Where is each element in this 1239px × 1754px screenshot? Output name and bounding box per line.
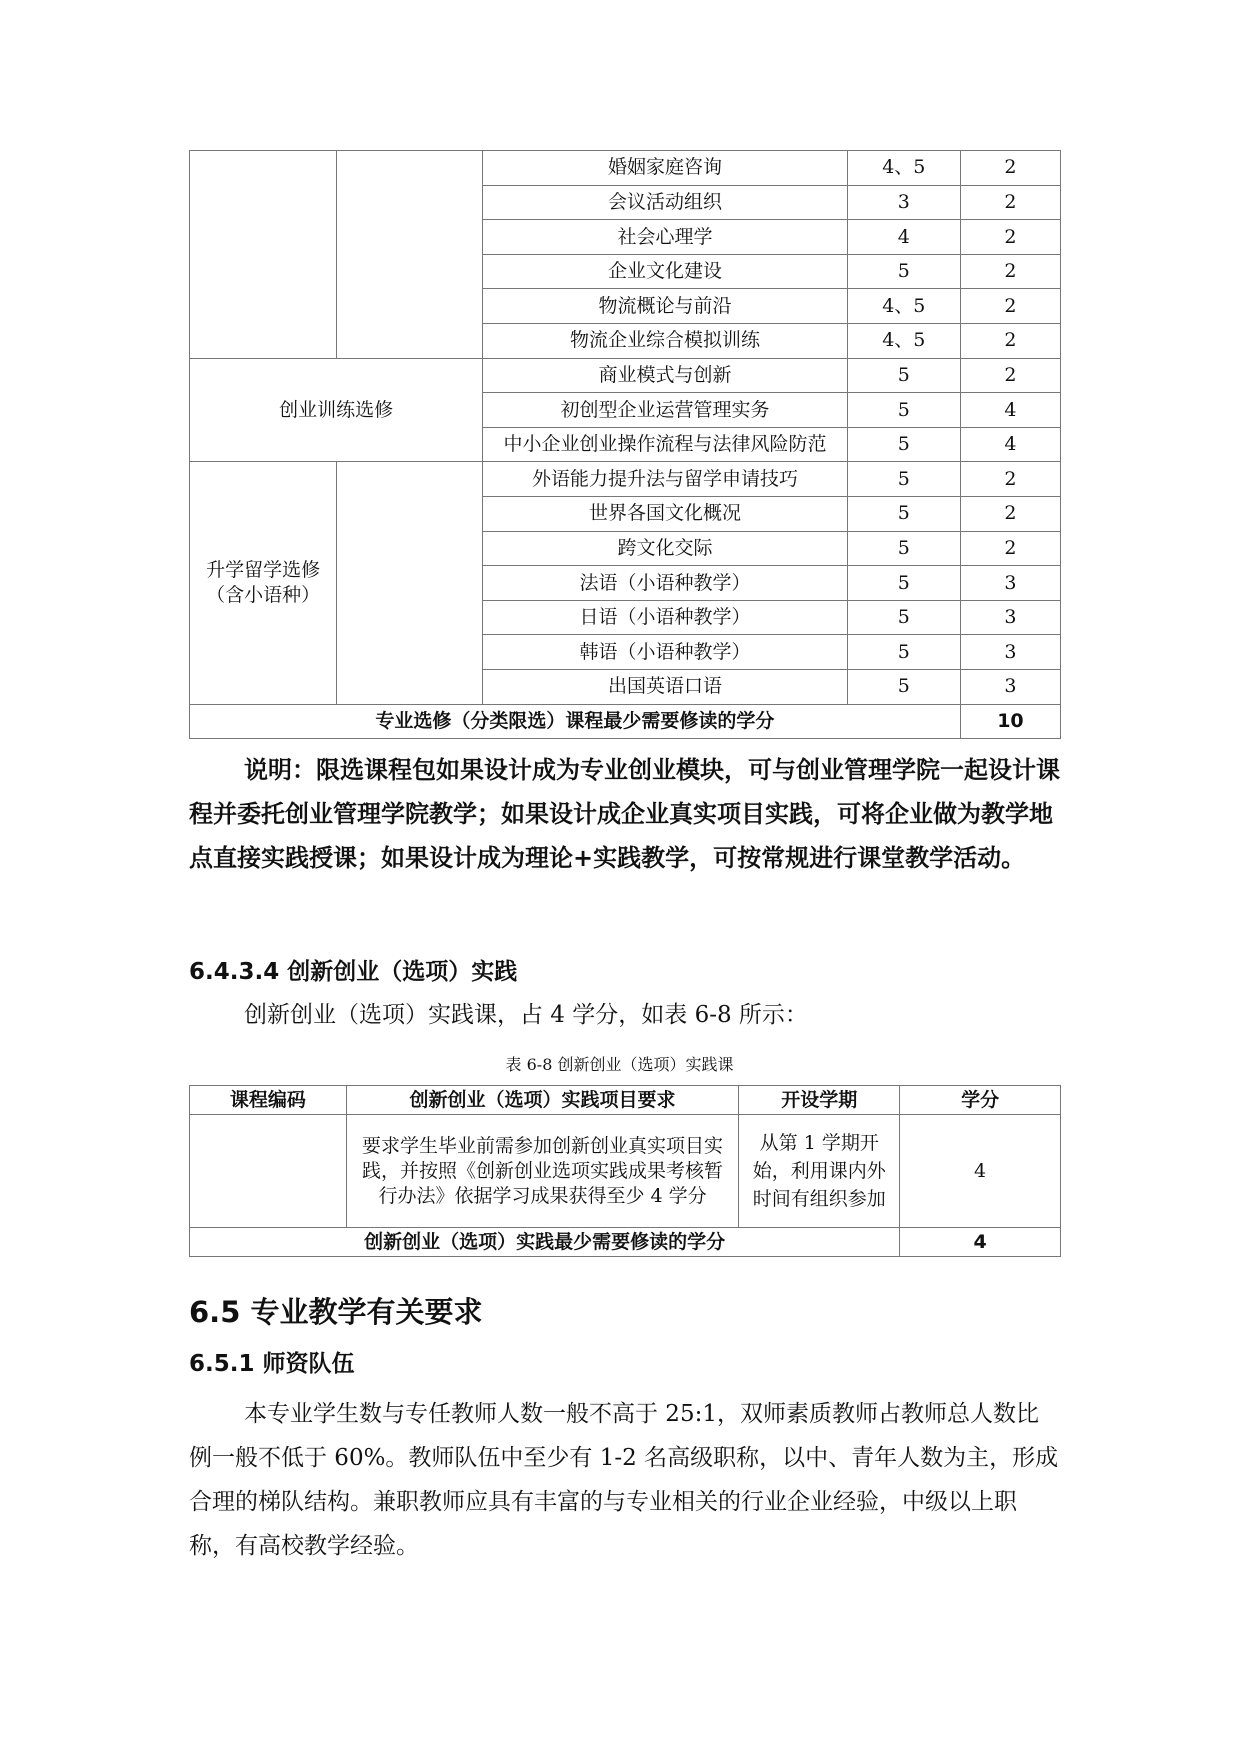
table-row	[190, 358, 1061, 393]
course-credit: 2	[960, 323, 1060, 358]
course-name: 婚姻家庭咨询	[483, 151, 847, 186]
course-credit: 2	[960, 151, 1060, 186]
credit-value: 4	[900, 1115, 1061, 1228]
course-term: 5	[847, 635, 960, 670]
header-term: 开设学期	[739, 1086, 900, 1115]
subgroup-cell-empty	[337, 151, 483, 359]
course-credit: 2	[960, 185, 1060, 220]
course-term: 5	[847, 427, 960, 462]
section-intro-text: 创新创业（选项）实践课，占 4 学分，如表 6-8 所示：	[244, 1002, 808, 1028]
course-term: 5	[847, 358, 960, 393]
course-name: 跨文化交际	[483, 531, 847, 566]
course-name: 企业文化建设	[483, 254, 847, 289]
course-credit: 3	[960, 566, 1060, 601]
course-credit: 4	[960, 427, 1060, 462]
total-label: 创新创业（选项）实践最少需要修读的学分	[190, 1228, 900, 1257]
course-term: 5	[847, 531, 960, 566]
course-term: 5	[847, 566, 960, 601]
course-name: 社会心理学	[483, 220, 847, 255]
course-term: 3	[847, 185, 960, 220]
course-credit: 4	[960, 393, 1060, 428]
course-term: 5	[847, 669, 960, 704]
section-heading-6-5: 6.5 专业教学有关要求	[189, 1295, 483, 1329]
course-credit: 2	[960, 462, 1060, 497]
course-credit: 2	[960, 289, 1060, 324]
term-text: 从第 1 学期开始，利用课内外时间有组织参加	[739, 1115, 900, 1228]
course-credit: 2	[960, 531, 1060, 566]
course-term: 5	[847, 600, 960, 635]
course-credit: 2	[960, 220, 1060, 255]
course-name: 物流企业综合模拟训练	[483, 323, 847, 358]
group-shengxue-line1: 升学留学选修	[206, 559, 321, 582]
group-shengxue	[190, 462, 337, 704]
course-name: 法语（小语种教学）	[483, 566, 847, 601]
note-paragraph: 说明：限选课程包如果设计成为专业创业模块，可与创业管理学院一起设计课程并委托创业管理学院教学；如果设计成企业真实项目实践，可将企业做为教学地点直接实践授课；如果设计成为理论+实践教学，可按常规进行课堂教学活动。	[189, 756, 1060, 872]
section-heading-6-5-1: 6.5.1 师资队伍	[189, 1351, 355, 1377]
course-name: 物流概论与前沿	[483, 289, 847, 324]
course-name: 商业模式与创新	[483, 358, 847, 393]
table-total-row	[190, 1228, 1061, 1257]
course-name: 日语（小语种教学）	[483, 600, 847, 635]
course-term: 4、5	[847, 289, 960, 324]
course-term: 5	[847, 254, 960, 289]
requirement-text: 要求学生毕业前需参加创新创业真实项目实践，并按照《创新创业选项实践成果考核暂行办法》依据学习成果获得至少 4 学分	[346, 1115, 739, 1228]
table-header-row	[190, 1086, 1061, 1115]
subgroup-cell-empty	[337, 462, 483, 704]
header-credit: 学分	[900, 1086, 1061, 1115]
course-code	[190, 1115, 347, 1228]
course-name: 韩语（小语种教学）	[483, 635, 847, 670]
group-shengxue-line2: （含小语种）	[206, 583, 321, 606]
course-credit: 2	[960, 254, 1060, 289]
group-cell-empty	[190, 151, 337, 359]
course-term: 5	[847, 496, 960, 531]
course-term: 5	[847, 393, 960, 428]
course-name: 会议活动组织	[483, 185, 847, 220]
header-code: 课程编码	[190, 1086, 347, 1115]
course-credit: 3	[960, 635, 1060, 670]
course-term: 4、5	[847, 323, 960, 358]
course-name: 初创型企业运营管理实务	[483, 393, 847, 428]
table-row	[190, 1115, 1061, 1228]
table-row	[190, 151, 1061, 186]
course-credit: 2	[960, 496, 1060, 531]
course-name: 外语能力提升法与留学申请技巧	[483, 462, 847, 497]
course-credit: 3	[960, 669, 1060, 704]
course-name: 世界各国文化概况	[483, 496, 847, 531]
table-row	[190, 462, 1061, 497]
elective-course-table	[189, 150, 1061, 739]
course-term: 5	[847, 462, 960, 497]
faculty-paragraph: 本专业学生数与专任教师人数一般不高于 25:1，双师素质教师占教师总人数比例一般不低于 60%。教师队伍中至少有 1-2 名高级职称，以中、青年人数为主，形成合理的梯队结构。兼职教师应具有丰富的与专业相关的行业企业经验，中级以上职称，有高校教学经验。	[189, 1401, 1059, 1559]
group-chuangye: 创业训练选修	[190, 358, 483, 462]
course-name: 中小企业创业操作流程与法律风险防范	[483, 427, 847, 462]
total-label: 专业选修（分类限选）课程最少需要修读的学分	[190, 704, 961, 739]
table-total-row	[190, 704, 1061, 739]
table-caption: 表 6-8 创新创业（选项）实践课	[505, 1055, 734, 1074]
course-credit: 2	[960, 358, 1060, 393]
practice-table	[189, 1085, 1061, 1257]
total-value: 10	[960, 704, 1060, 739]
course-term: 4	[847, 220, 960, 255]
course-term: 4、5	[847, 151, 960, 186]
section-heading-6-4-3-4: 6.4.3.4 创新创业（选项）实践	[189, 959, 518, 985]
course-credit: 3	[960, 600, 1060, 635]
header-requirement: 创新创业（选项）实践项目要求	[346, 1086, 739, 1115]
course-name: 出国英语口语	[483, 669, 847, 704]
total-value: 4	[900, 1228, 1061, 1257]
